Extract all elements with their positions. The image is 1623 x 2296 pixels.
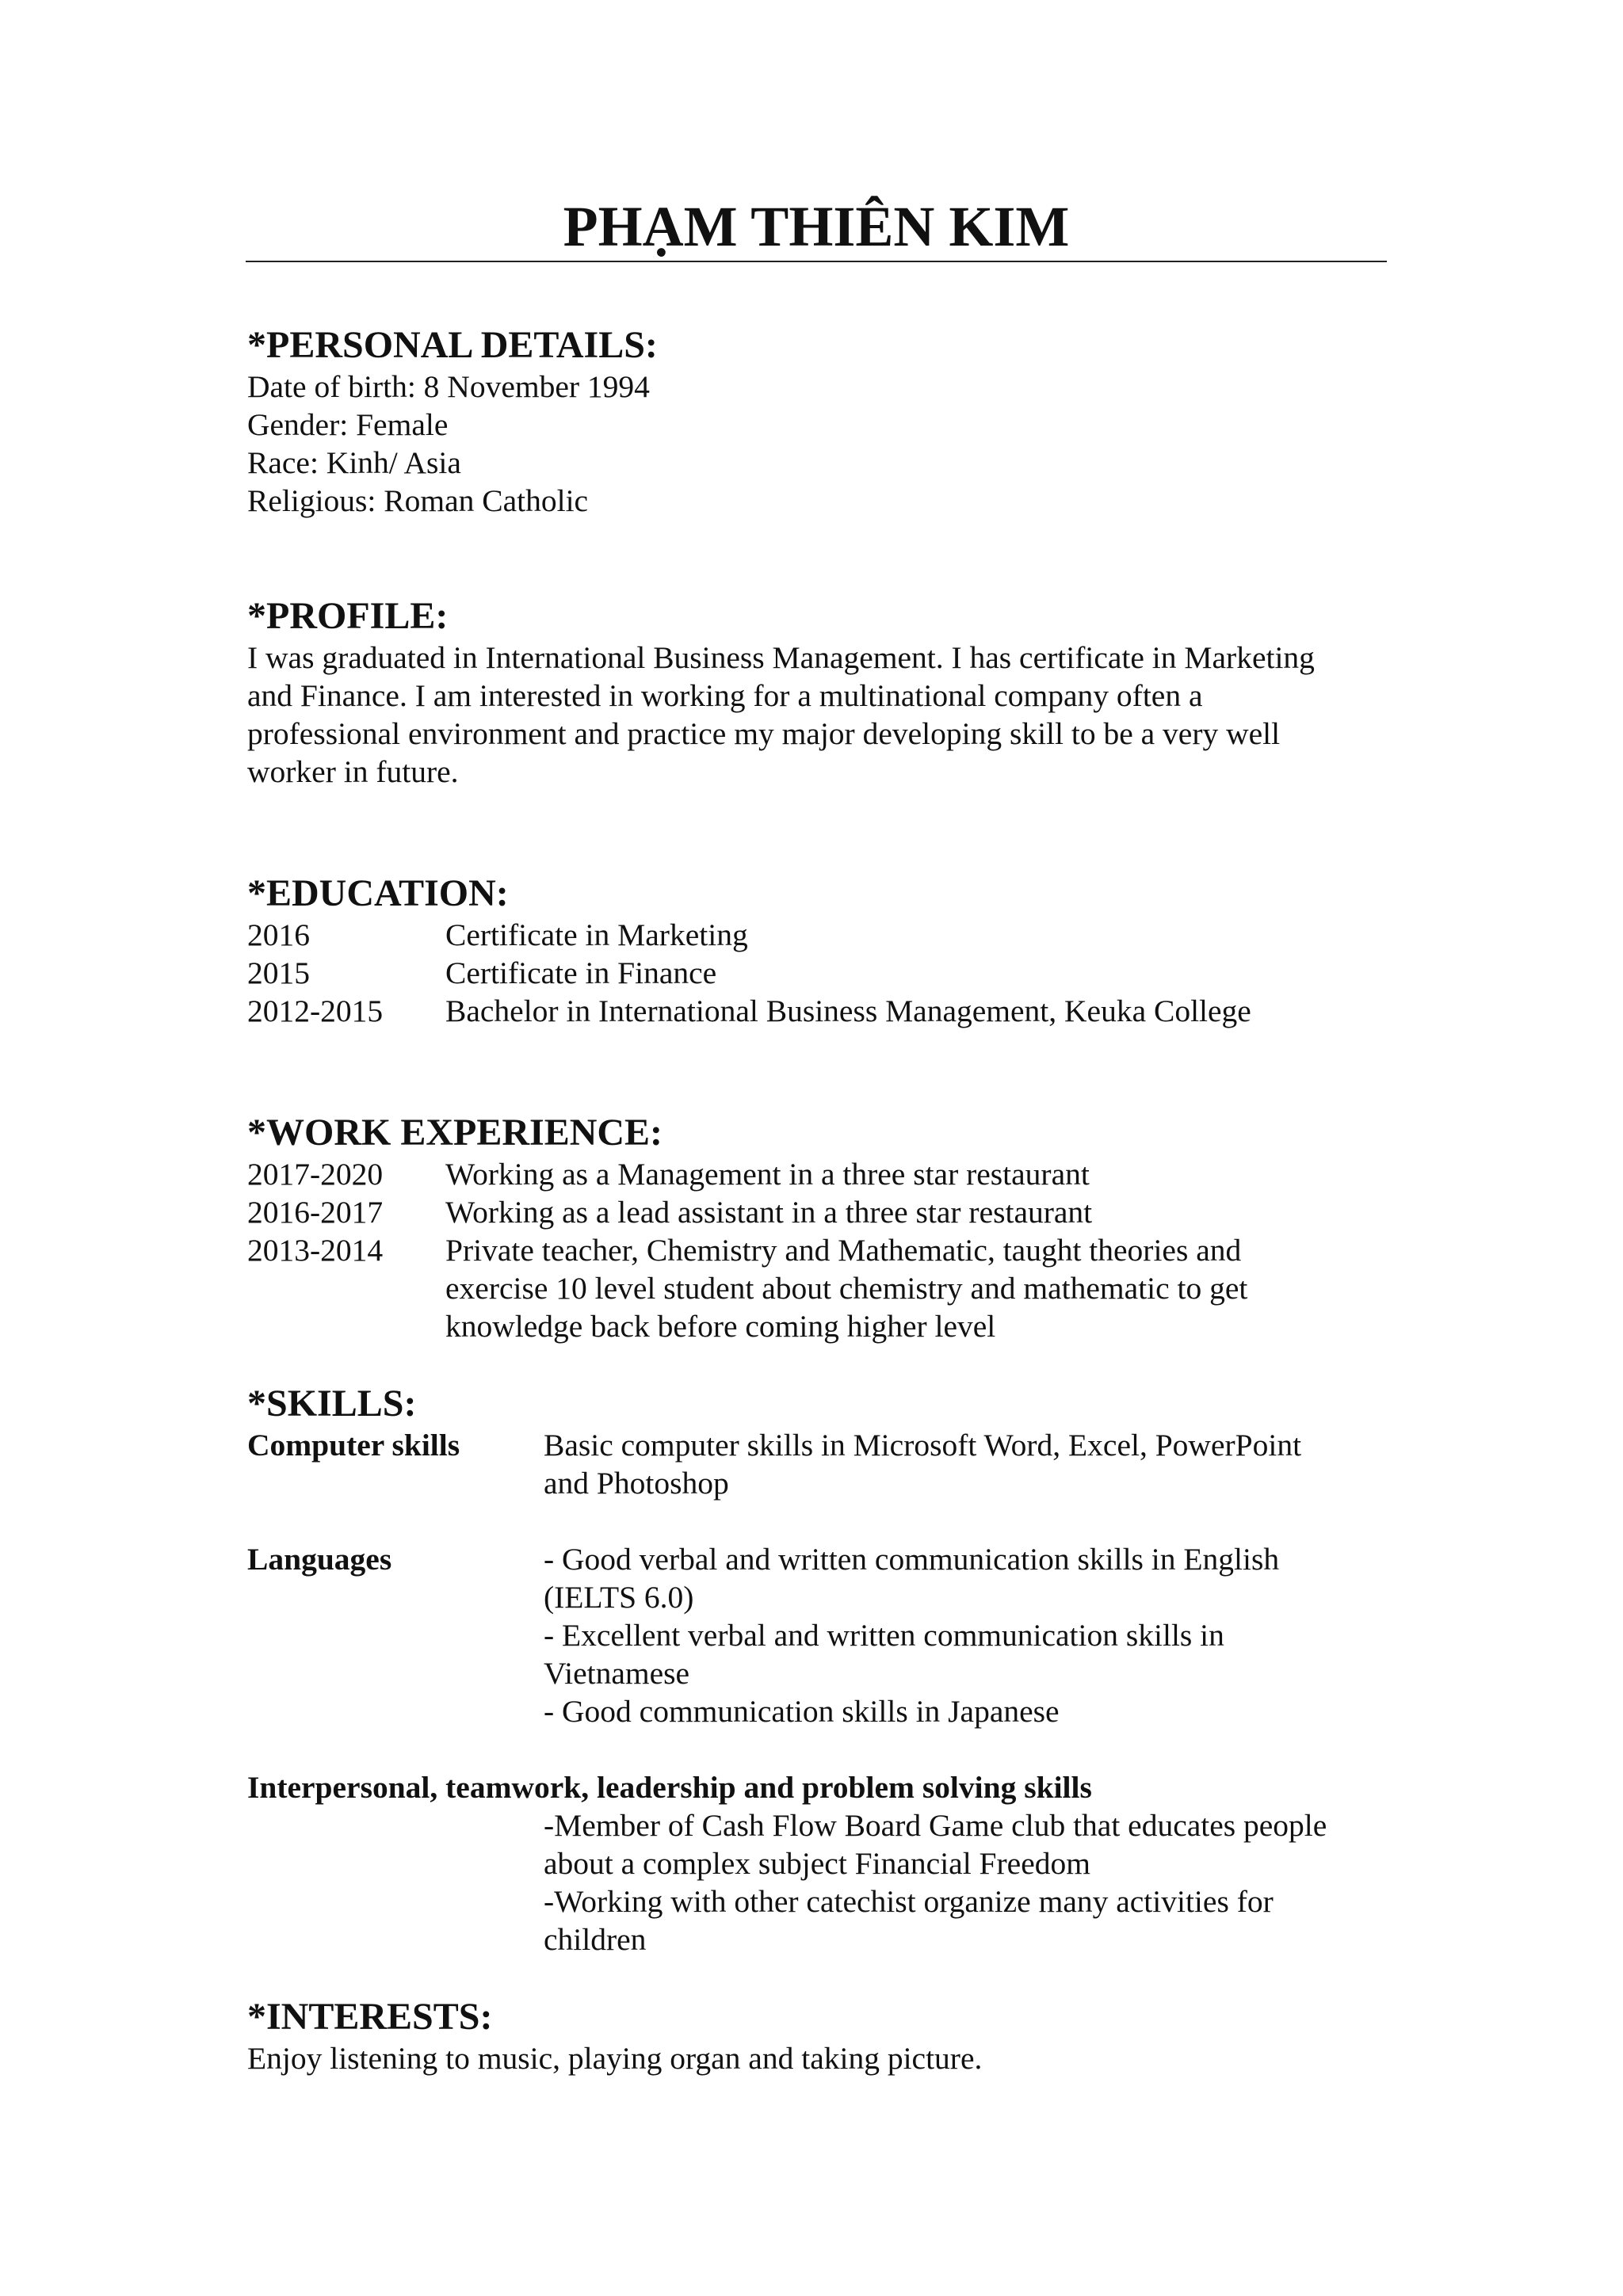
text-line: about a complex subject Financial Freedom: [544, 1846, 1090, 1881]
personal-religion: Religious: Roman Catholic: [247, 483, 589, 518]
text-line: Bachelor in International Business Management, Keuka College: [445, 994, 1251, 1028]
education-item: [247, 954, 1388, 992]
text-line: Certificate in Marketing: [445, 917, 748, 952]
text-line: Working as a lead assistant in a three star restaurant: [445, 1195, 1093, 1230]
text-line: Certificate in Finance: [445, 955, 717, 990]
profile-text: [247, 639, 1388, 791]
section-heading: *INTERESTS:: [247, 1996, 493, 2038]
text-line: worker in future.: [247, 754, 459, 789]
work-experience-section: [247, 1111, 1388, 1345]
personal-race: Race: Kinh/ Asia: [247, 445, 461, 480]
text-line: exercise 10 level student about chemistry and mathematic to get: [445, 1271, 1248, 1306]
skill-details: [544, 1540, 1388, 1730]
section-heading: *EDUCATION:: [247, 872, 509, 914]
text-line: knowledge back before coming higher level: [445, 1309, 996, 1344]
profile-section: [247, 594, 1388, 791]
section-heading: *PERSONAL DETAILS:: [247, 324, 658, 366]
education-year: 2016: [247, 917, 310, 952]
skill-languages: [247, 1540, 1388, 1730]
text-line: -Working with other catechist organize many activities for: [544, 1884, 1274, 1919]
text-line: - Good communication skills in Japanese: [544, 1694, 1060, 1729]
resume-content: [247, 323, 1388, 2077]
education-section: [247, 871, 1388, 1030]
text-line: Vietnamese: [544, 1656, 690, 1691]
personal-dob: Date of birth: 8 November 1994: [247, 369, 650, 404]
text-line: children: [544, 1922, 647, 1957]
text-line: and Photoshop: [544, 1466, 729, 1501]
candidate-name: PHẠM THIÊN KIM: [563, 195, 1070, 258]
skill-computer: [247, 1426, 1388, 1502]
skill-label: Interpersonal, teamwork, leadership and problem solving skills: [247, 1770, 1092, 1805]
personal-gender: Gender: Female: [247, 407, 449, 442]
section-heading: *WORK EXPERIENCE:: [247, 1112, 663, 1154]
title-underline: [246, 261, 1387, 262]
section-heading: *PROFILE:: [247, 595, 449, 637]
work-item: [247, 1155, 1388, 1193]
education-desc: [445, 916, 1388, 954]
education-year: 2012-2015: [247, 994, 384, 1028]
skills-section: [247, 1382, 1388, 1958]
education-desc: [445, 954, 1388, 992]
section-heading: *SKILLS:: [247, 1383, 417, 1425]
work-years: 2017-2020: [247, 1157, 384, 1192]
skill-details: [544, 1806, 1388, 1958]
text-line: and Finance. I am interested in working for a multinational company often a: [247, 678, 1203, 713]
education-year: 2015: [247, 955, 310, 990]
text-line: - Excellent verbal and written communication skills in: [544, 1618, 1224, 1653]
interests-section: [247, 1995, 1388, 2077]
personal-details-section: [247, 323, 1388, 520]
text-line: I was graduated in International Business Management. I has certificate in Marketing: [247, 640, 1315, 675]
skill-label: Computer skills: [247, 1428, 460, 1463]
text-line: Basic computer skills in Microsoft Word, Excel, PowerPoint: [544, 1428, 1302, 1463]
work-item: [247, 1193, 1388, 1231]
text-line: (IELTS 6.0): [544, 1580, 694, 1615]
work-desc: [445, 1155, 1388, 1193]
text-line: -Member of Cash Flow Board Game club that educates people: [544, 1808, 1327, 1843]
skill-label: Languages: [247, 1542, 392, 1577]
education-item: [247, 992, 1388, 1030]
work-years: 2013-2014: [247, 1233, 384, 1268]
interests-text: Enjoy listening to music, playing organ and taking picture.: [247, 2041, 983, 2076]
education-item: [247, 916, 1388, 954]
text-line: - Good verbal and written communication skills in English: [544, 1542, 1280, 1577]
text-line: professional environment and practice my major developing skill to be a very well: [247, 716, 1281, 751]
education-desc: [445, 992, 1388, 1030]
text-line: Working as a Management in a three star restaurant: [445, 1157, 1090, 1192]
work-years: 2016-2017: [247, 1195, 384, 1230]
text-line: Private teacher, Chemistry and Mathematic, taught theories and: [445, 1233, 1242, 1268]
work-item: [247, 1231, 1388, 1345]
work-desc: [445, 1193, 1388, 1231]
skill-details: [544, 1426, 1388, 1502]
work-desc: [445, 1231, 1388, 1345]
